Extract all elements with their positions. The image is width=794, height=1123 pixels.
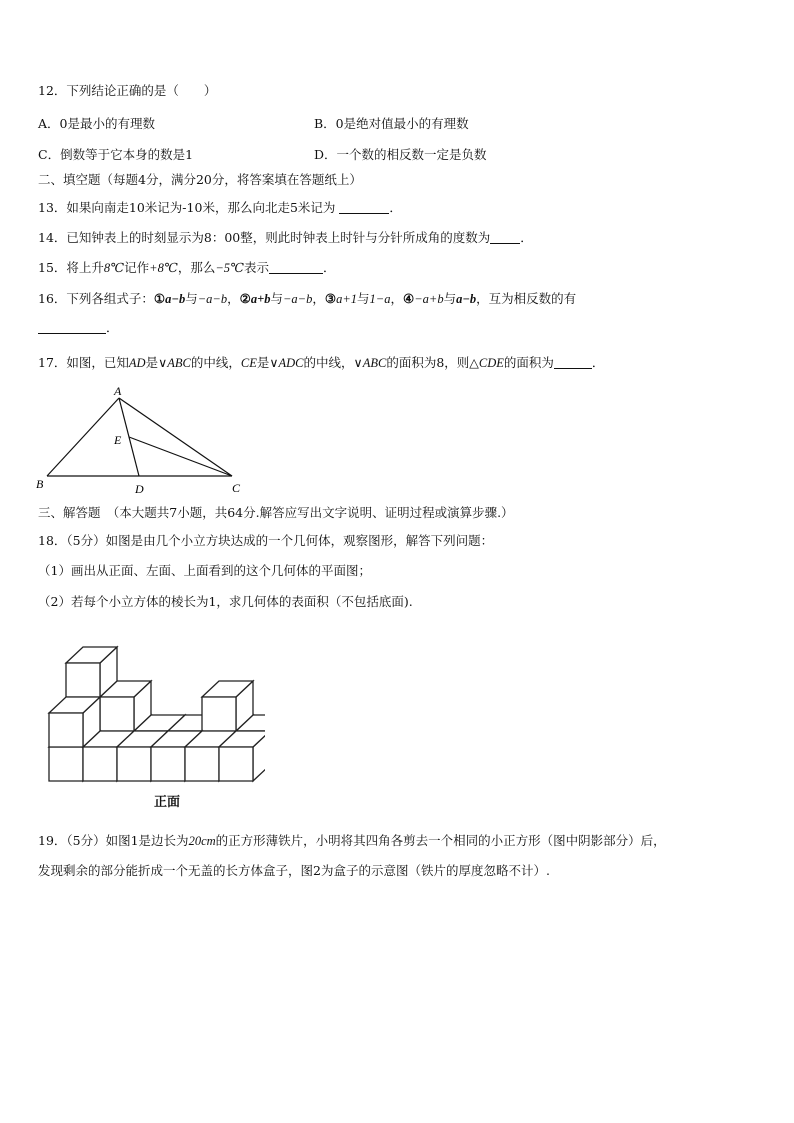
side-ab (47, 398, 119, 476)
cube-face (202, 697, 236, 731)
cube-face (49, 747, 83, 781)
q16-num3: ③ (324, 291, 337, 306)
q12-stem: 12．下列结论正确的是（ ） (38, 83, 217, 98)
q17-ad: AD (128, 356, 146, 370)
q14-end: ． (520, 230, 533, 245)
q19-length: 20cm (188, 834, 216, 848)
q16-with2: 与 (270, 291, 283, 306)
q16-blank-line (38, 320, 119, 336)
q15-part4: 表示 (244, 260, 270, 275)
q18-sub1: （1）画出从正面、左面、上面看到的这个几何体的平面图； (38, 563, 371, 578)
q16-expr3b: 1−a (369, 292, 391, 306)
q16-num1: ① (153, 291, 166, 306)
q16-num2: ② (239, 291, 251, 306)
q16-expr3a: a+1 (336, 292, 358, 306)
cube-face (151, 747, 185, 781)
q16-part1: 16．下列各组式子： (38, 291, 154, 306)
section3-heading: 三、解答题 （本大题共7小题，共64分.解答应写出文字说明、证明过程或演算步骤.） (38, 505, 514, 520)
cube-face (117, 747, 151, 781)
q13 (38, 200, 402, 216)
vertex-b-label: B (36, 477, 44, 491)
q15-part3: ，那么 (177, 260, 216, 275)
q16: 16．下列各组式子：①a−b与−a−b，②a+b与−a−b，③a+1与1−a，④−a+b与a−b，互为相反数的有 (38, 291, 577, 306)
q15-part2: 记作 (124, 260, 150, 275)
q17-abc1: ∨ABC (158, 356, 191, 370)
cube-face (83, 747, 117, 781)
q17-part1: 17．如图，已知 (38, 355, 129, 370)
median-ce (129, 437, 232, 476)
q17-part5: 的中线， (303, 355, 354, 370)
q17-cde: △CDE (469, 356, 504, 370)
q19-part1: 19．（5分）如图1是边长为 (38, 833, 189, 848)
q15 (38, 260, 336, 276)
q12-option-c: C．倒数等于它本身的数是1 (38, 147, 194, 162)
q14-text: 14．已知钟表上的时刻显示为8：00整，则此时钟表上时针与分针所成角的度数为 (38, 230, 491, 245)
q13-end: ． (389, 200, 402, 215)
q17-ce: CE (240, 356, 257, 370)
q14-answer-blank (490, 231, 520, 244)
q17-part7: 的面积为 (503, 355, 554, 370)
q17 (38, 355, 604, 371)
q15-value2: +8℃ (149, 261, 178, 275)
q19-line2: 发现剩余的部分能折成一个无盖的长方体盒子，图2为盒子的示意图（铁片的厚度忽略不计）. (38, 863, 550, 878)
q17-part2: 是 (145, 355, 159, 370)
q14 (38, 230, 533, 246)
q17-end: ． (591, 355, 605, 370)
cube-face (49, 713, 83, 747)
q16-expr2b: −a−b (282, 292, 313, 306)
front-view-caption: 正面 (154, 795, 181, 810)
q15-end: ． (323, 260, 336, 275)
q16-answer-blank (38, 321, 106, 334)
q16-expr1b: −a−b (197, 292, 228, 306)
vertex-a-label: A (114, 384, 122, 398)
cube-face (185, 747, 219, 781)
q17-part3: 的中线， (190, 355, 241, 370)
q15-answer-blank (269, 261, 323, 274)
q16-expr1a: a−b (165, 292, 186, 306)
q16-with3: 与 (357, 291, 370, 306)
q19-line1 (38, 833, 666, 849)
q16-num4: ④ (402, 291, 415, 306)
q17-part6: 的面积为8，则 (386, 355, 470, 370)
q17-adc: ∨ADC (269, 356, 304, 370)
q12-option-d: D．一个数的相反数一定是负数 (314, 147, 487, 162)
section2-heading: 二、填空题（每题4分，满分20分，将答案填在答题纸上） (38, 172, 362, 187)
cube-face (219, 747, 253, 781)
q18-sub2: （2）若每个小立方体的棱长为1，求几何体的表面积（不包括底面). (38, 594, 413, 609)
q17-abc2: ∨ABC (353, 356, 387, 370)
point-d-label: D (135, 482, 144, 496)
q17-part4: 是 (256, 355, 270, 370)
q16-end: ． (106, 320, 119, 335)
q13-text: 13．如果向南走10米记为-10米，那么向北走5米记为 (38, 200, 336, 215)
q17-answer-blank (554, 356, 592, 369)
q12-option-b: B．0是绝对值最小的有理数 (314, 116, 469, 131)
vertex-c-label: C (232, 481, 241, 495)
q15-value1: 8℃ (103, 261, 125, 275)
q15-value3: −5℃ (215, 261, 245, 275)
q16-expr4b: a−b (456, 292, 477, 306)
q16-with4: 与 (443, 291, 457, 306)
q19-part2: 的正方形薄铁片，小明将其四角各剪去一个相同的小正方形（图中阴影部分）后， (215, 833, 666, 848)
cube-face (100, 697, 134, 731)
q15-part1: 15．将上升 (38, 260, 104, 275)
cube-face (66, 663, 100, 697)
triangle-figure (30, 382, 260, 500)
q16-expr2a: a+b (250, 292, 271, 306)
q16-tail: ，互为相反数的有 (476, 291, 577, 306)
q18-stem: 18．（5分）如图是由几个小立方块达成的一个几何体，观察图形，解答下列问题： (38, 533, 494, 548)
q16-with1: 与 (185, 291, 198, 306)
q12-option-a: A．0是最小的有理数 (38, 116, 155, 131)
q16-expr4a: −a+b (414, 292, 444, 306)
q13-answer-blank (339, 201, 389, 214)
point-e-label: E (114, 433, 122, 447)
cube-solid-figure (40, 628, 265, 816)
